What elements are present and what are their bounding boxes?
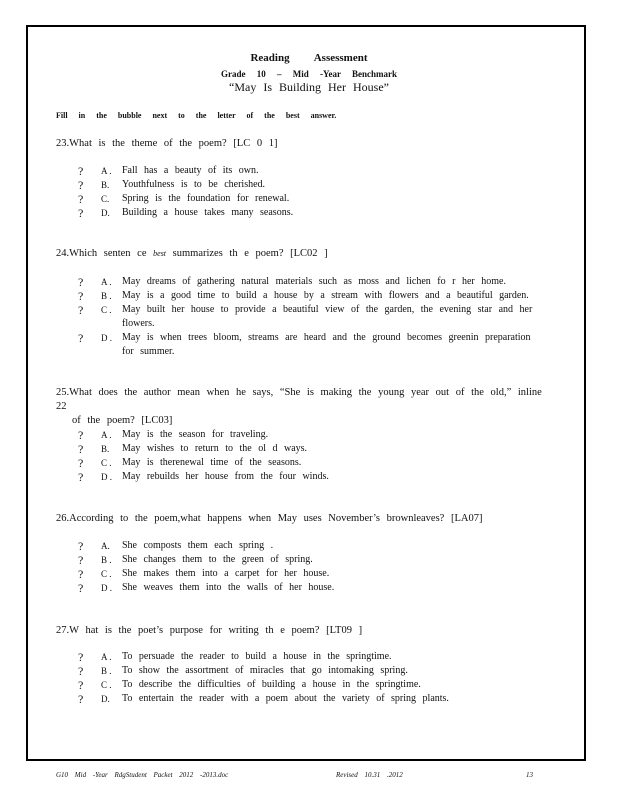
grade-line: Grade 10 – Mid -Year Benchmark xyxy=(220,69,398,79)
answer-bubble-icon[interactable]: ? xyxy=(78,192,84,206)
footer-revised: Revised 10.31 .2012 xyxy=(336,771,403,779)
question-25-options xyxy=(78,428,548,484)
question-24-options xyxy=(78,275,548,359)
option-27d[interactable]: ? D. To entertain the reader with a poem about the variety of spring plants. xyxy=(78,692,449,706)
option-26c[interactable]: ? C . She makes them into a carpet for her house. xyxy=(78,567,330,581)
question-24-stem: 24.Which senten ce best summarizes th e poem? [LC02 ] xyxy=(56,248,328,259)
option-27b[interactable]: ? B . To show the assortment of miracles that go intomaking spring. xyxy=(78,664,408,678)
option-26d[interactable]: ? D . She weaves them into the walls of her house. xyxy=(78,581,335,595)
question-23-options xyxy=(78,164,548,220)
option-26a[interactable]: ? A. She composts them each spring . xyxy=(78,539,274,553)
question-23-stem: 23.What is the theme of the poem? [LC 0 1] xyxy=(56,138,278,149)
answer-bubble-icon[interactable]: ? xyxy=(78,275,84,289)
answer-bubble-icon[interactable]: ? xyxy=(78,678,84,692)
option-24d[interactable]: ? D . May is when trees bloom, streams are heard and the ground becomes greenin preparation for summer. xyxy=(78,331,531,357)
option-25a[interactable]: ? A . May is the season for traveling. xyxy=(78,428,269,442)
option-27a[interactable]: ? A . To persuade the reader to build a house in the springtime. xyxy=(78,650,392,664)
answer-bubble-icon[interactable]: ? xyxy=(78,303,84,317)
answer-bubble-icon[interactable]: ? xyxy=(78,331,84,345)
emphasis-best: best xyxy=(153,249,167,258)
answer-bubble-icon[interactable]: ? xyxy=(78,206,84,220)
answer-bubble-icon[interactable]: ? xyxy=(78,553,84,567)
option-24c[interactable]: ? C . May built her house to provide a beautiful view of the garden, the evening star and her flowers. xyxy=(78,303,533,329)
footer-filename: G10 Mid -Year RdgStudent Packet 2012 -2013.doc xyxy=(56,771,229,779)
option-25b[interactable]: ? B. May wishes to return to the ol d ways. xyxy=(78,442,308,456)
answer-bubble-icon[interactable]: ? xyxy=(78,289,84,303)
answer-bubble-icon[interactable]: ? xyxy=(78,164,84,178)
answer-bubble-icon[interactable]: ? xyxy=(78,567,84,581)
question-26-stem: 26.According to the poem,what happens when May uses November’s brownleaves? [LA07] xyxy=(56,513,483,524)
answer-bubble-icon[interactable]: ? xyxy=(78,456,84,470)
option-24b[interactable]: ? B . May is a good time to build a house by a stream with flowers and a beautiful garden. xyxy=(78,289,529,303)
answer-bubble-icon[interactable]: ? xyxy=(78,650,84,664)
footer-page-number: 13 xyxy=(526,771,533,779)
question-26-options xyxy=(78,539,548,595)
answer-bubble-icon[interactable]: ? xyxy=(78,664,84,678)
option-25d[interactable]: ? D . May rebuilds her house from the four winds. xyxy=(78,470,329,484)
option-25c[interactable]: ? C . May is therenewal time of the seasons. xyxy=(78,456,302,470)
option-27c[interactable]: ? C . To describe the difficulties of building a house in the springtime. xyxy=(78,678,421,692)
instructions: Fill in the bubble next to the letter of the best answer. xyxy=(56,111,337,120)
question-27-stem: 27.W hat is the poet’s purpose for writing th e poem? [LT09 ] xyxy=(56,625,363,636)
poem-title: “May Is Building Her House” xyxy=(229,80,389,94)
option-23b[interactable]: ? B. Youthfulness is to be cherished. xyxy=(78,178,266,192)
option-23d[interactable]: ? D. Building a house takes many seasons. xyxy=(78,206,294,220)
answer-bubble-icon[interactable]: ? xyxy=(78,178,84,192)
question-27-options xyxy=(78,650,548,706)
answer-bubble-icon[interactable]: ? xyxy=(78,470,84,484)
question-25-stem: 25.What does the author mean when he says, “She is making the young year out of the old,” inline 22 of the poem? [LC03] xyxy=(56,387,542,426)
answer-bubble-icon[interactable]: ? xyxy=(78,442,84,456)
answer-bubble-icon[interactable]: ? xyxy=(78,581,84,595)
option-24a[interactable]: ? A . May dreams of gathering natural materials such as moss and lichen fo r her home. xyxy=(78,275,506,289)
assessment-title: Reading Assessment xyxy=(250,52,368,64)
answer-bubble-icon[interactable]: ? xyxy=(78,539,84,553)
answer-bubble-icon[interactable]: ? xyxy=(78,692,84,706)
option-23c[interactable]: ? C. Spring is the foundation for renewal. xyxy=(78,192,290,206)
answer-bubble-icon[interactable]: ? xyxy=(78,428,84,442)
option-23a[interactable]: ? A . Fall has a beauty of its own. xyxy=(78,164,259,178)
option-26b[interactable]: ? B . She changes them to the green of spring. xyxy=(78,553,313,567)
